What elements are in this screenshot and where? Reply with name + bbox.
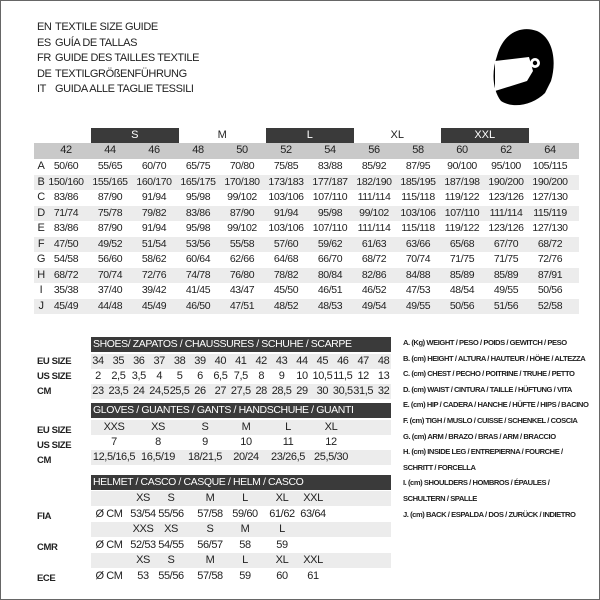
table-cell: 31,5 xyxy=(353,385,374,397)
table-cell: 170/180 xyxy=(224,175,260,188)
table-cell: 76/80 xyxy=(229,268,255,281)
table-cell: 10 xyxy=(240,436,252,448)
table-cell: 68/72 xyxy=(53,268,79,281)
legend-item: E. (cm) HIP / CADERA / HANCHE / HÜFTE / HIPS / BACINO xyxy=(403,400,589,410)
shoes-title: SHOES/ ZAPATOS / CHAUSSURES / SCHUHE / SCARPE xyxy=(91,337,391,352)
table-cell: 91/94 xyxy=(273,206,299,219)
table-cell: 61/62 xyxy=(269,508,295,520)
table-cell: 64/68 xyxy=(273,253,299,265)
table-cell: M xyxy=(241,421,251,433)
table-cell: 23/26,5 xyxy=(271,451,305,463)
table-cell: 71/75 xyxy=(493,253,519,265)
table-cell: 70/74 xyxy=(405,253,431,265)
table-cell: 56/60 xyxy=(97,253,123,265)
table-cell: 90/100 xyxy=(447,160,477,172)
table-cell: 115/118 xyxy=(401,191,435,203)
table-cell: 45/50 xyxy=(273,284,299,296)
table-cell: 53/56 xyxy=(185,237,211,250)
table-cell: 82/86 xyxy=(361,268,387,281)
table-cell: 83/86 xyxy=(53,191,79,203)
table-cell: 49/55 xyxy=(493,284,519,296)
table-cell: 91/94 xyxy=(141,191,167,203)
table-cell: 51/56 xyxy=(493,299,519,312)
table-cell: 8 xyxy=(258,370,265,382)
table-cell: 43/47 xyxy=(229,284,255,296)
table-cell: 59 xyxy=(276,539,288,551)
table-cell: 47 xyxy=(357,355,369,367)
table-cell: 55/58 xyxy=(229,237,255,250)
table-cell: 46/52 xyxy=(361,284,387,296)
table-cell: 111/114 xyxy=(489,206,523,219)
table-cell: 75/85 xyxy=(273,160,299,172)
row-key: A xyxy=(37,160,45,172)
helmet-icon xyxy=(489,21,559,111)
size-label: XS xyxy=(136,554,150,566)
table-cell: 47/53 xyxy=(405,284,431,296)
table-cell: 12,5/16,5 xyxy=(92,451,136,463)
size-label: XL xyxy=(275,554,289,566)
table-cell: 9 xyxy=(202,436,208,448)
table-cell: 119/122 xyxy=(444,222,480,234)
table-cell: 6 xyxy=(197,370,203,382)
size-label: S xyxy=(206,523,214,535)
table-cell: 190/200 xyxy=(532,175,568,188)
legend-item: H. (cm) INSIDE LEG / ENTREPIERNA / FOURCHE / xyxy=(403,447,563,457)
table-cell: 54/58 xyxy=(53,253,79,265)
size-label: M xyxy=(240,523,250,535)
table-cell: 46/51 xyxy=(317,284,343,296)
column-header: 60 xyxy=(456,144,468,156)
row-key: G xyxy=(36,253,46,265)
size-band-xxl: XXL xyxy=(441,128,529,143)
table-cell: 12 xyxy=(357,370,369,382)
table-cell: 70/80 xyxy=(229,160,255,172)
table-cell: 24 xyxy=(133,385,145,397)
table-cell: 68/72 xyxy=(537,237,563,250)
row-key: D xyxy=(37,206,45,219)
table-cell: 40 xyxy=(214,355,227,367)
table-cell: 55/65 xyxy=(97,160,123,172)
standard-label: ECE xyxy=(37,573,56,584)
title-line xyxy=(37,36,199,52)
unit-label: Ø CM xyxy=(95,508,123,520)
table-cell: 173/183 xyxy=(268,175,304,188)
table-cell: 57/60 xyxy=(273,237,299,250)
table-cell: L xyxy=(285,421,291,433)
table-cell: XXS xyxy=(103,421,125,433)
row-label: EU SIZE xyxy=(37,356,72,367)
language-code: EN xyxy=(37,21,52,33)
table-cell: 51/54 xyxy=(141,237,167,250)
gloves-title: GLOVES / GUANTES / GANTS / HANDSCHUHE / GUANTI xyxy=(91,403,391,418)
language-code: FR xyxy=(37,52,51,64)
table-cell: 49/55 xyxy=(405,299,431,312)
table-cell: 63/64 xyxy=(300,508,326,520)
table-cell: 11 xyxy=(282,436,294,448)
table-cell: 61 xyxy=(307,570,319,582)
table-cell: 99/102 xyxy=(359,206,389,219)
row-key: F xyxy=(37,237,45,250)
table-cell: 79/82 xyxy=(141,206,167,219)
table-cell: 25,5/30 xyxy=(314,451,348,463)
table-cell: 71/74 xyxy=(53,206,79,219)
table-cell: 29 xyxy=(296,385,308,397)
table-cell: 59/60 xyxy=(232,508,258,520)
table-cell: 111/114 xyxy=(357,191,391,203)
table-cell: 119/122 xyxy=(444,191,480,203)
table-cell: 27 xyxy=(214,385,227,397)
title-text: GUIDE DES TAILLES TEXTILE xyxy=(55,52,200,64)
size-label: L xyxy=(242,554,248,566)
table-cell: 107/110 xyxy=(312,222,348,234)
table-cell: 30,5 xyxy=(332,385,353,397)
table-cell: 48/54 xyxy=(449,284,475,296)
column-header: 50 xyxy=(236,144,248,156)
table-cell: 9 xyxy=(278,370,285,382)
language-code: IT xyxy=(37,83,46,95)
table-cell: 30 xyxy=(316,385,329,397)
helmet-title: HELMET / CASCO / CASQUE / HELM / CASCO xyxy=(91,475,391,490)
size-label: L xyxy=(242,492,248,504)
table-cell: 70/74 xyxy=(97,268,123,281)
table-cell: 187/198 xyxy=(444,175,480,188)
table-cell: 72/76 xyxy=(141,268,167,281)
table-cell: 35 xyxy=(112,355,125,367)
table-cell: 28,5 xyxy=(271,385,292,397)
size-label: XXL xyxy=(303,492,323,504)
table-cell: 177/187 xyxy=(312,175,348,188)
table-cell: 150/160 xyxy=(48,175,84,188)
size-label: XXS xyxy=(132,523,154,535)
table-cell: 83/86 xyxy=(185,206,211,219)
table-cell: 23 xyxy=(92,385,104,397)
row-key: E xyxy=(37,222,45,234)
table-cell: 24,5 xyxy=(149,385,170,397)
column-header: 56 xyxy=(368,144,380,156)
table-cell: 53/54 xyxy=(130,508,156,520)
table-cell: 57/58 xyxy=(197,570,223,582)
column-header: 44 xyxy=(104,144,116,156)
title-text: GUIDA ALLE TAGLIE TESSILI xyxy=(55,83,194,95)
table-cell: 155/165 xyxy=(92,175,128,188)
table-cell: 50/60 xyxy=(53,160,79,172)
table-cell: 37 xyxy=(153,355,165,367)
table-cell: 50/56 xyxy=(449,299,475,312)
table-cell: 2,5 xyxy=(111,370,126,382)
table-cell: 6,5 xyxy=(213,370,228,382)
size-band-s: S xyxy=(91,128,179,143)
size-label: M xyxy=(205,492,215,504)
table-cell: 44/48 xyxy=(97,299,123,312)
table-cell: 182/190 xyxy=(356,175,392,188)
column-header: 46 xyxy=(148,144,160,156)
column-header: 64 xyxy=(544,144,556,156)
size-label: XXL xyxy=(303,554,323,566)
table-cell: 52/53 xyxy=(130,539,156,551)
table-cell: 4 xyxy=(156,370,163,382)
table-cell: 190/200 xyxy=(488,175,524,188)
table-cell: 44 xyxy=(296,355,308,367)
table-cell: 25,5 xyxy=(169,385,190,397)
table-cell: 7 xyxy=(111,436,117,448)
table-cell: 2 xyxy=(95,370,101,382)
title-text: TEXTILE SIZE GUIDE xyxy=(55,21,158,33)
table-cell: 84/88 xyxy=(405,268,431,281)
size-band-m: M xyxy=(217,129,227,141)
table-cell: 28 xyxy=(255,385,267,397)
legend-item: SCHULTERN / SPALLE xyxy=(403,493,477,503)
table-cell: 45/49 xyxy=(53,299,79,312)
table-cell: 123/126 xyxy=(488,191,524,203)
table-cell: 95/98 xyxy=(185,191,211,203)
table-cell: 83/86 xyxy=(53,222,79,234)
table-cell: 83/88 xyxy=(317,160,343,172)
table-cell: 18/21,5 xyxy=(188,451,222,463)
table-cell: 87/90 xyxy=(97,222,123,234)
legend-item: A. (Kg) WEIGHT / PESO / POIDS / GEWITCH / PESO xyxy=(403,338,567,347)
table-cell: 115/118 xyxy=(401,222,435,234)
table-cell: 87/91 xyxy=(537,268,563,281)
table-cell: 59/62 xyxy=(317,237,343,250)
row-label: EU SIZE xyxy=(37,425,72,436)
table-cell: 53 xyxy=(137,570,149,582)
table-cell: 62/66 xyxy=(229,253,255,265)
table-cell: 123/126 xyxy=(488,222,524,234)
table-cell: 54/55 xyxy=(158,539,184,551)
table-cell: 39 xyxy=(194,355,206,367)
legend-item: D. (cm) WAIST / CINTURA / TAILLE / HÜFTUNG / VITA xyxy=(403,384,572,394)
table-cell: 56/57 xyxy=(197,539,223,551)
table-cell: 99/102 xyxy=(227,191,257,203)
table-cell: 91/94 xyxy=(141,222,167,234)
table-cell: 57/58 xyxy=(197,508,223,520)
table-cell: 103/106 xyxy=(268,222,304,234)
column-header: 54 xyxy=(324,144,336,156)
row-key: J xyxy=(38,299,44,312)
table-cell: 26 xyxy=(194,385,206,397)
table-cell: 61/63 xyxy=(361,237,387,250)
language-code: ES xyxy=(37,36,51,49)
row-key: I xyxy=(39,284,43,296)
table-cell: 35/38 xyxy=(53,284,79,296)
table-cell: 66/70 xyxy=(317,253,343,265)
table-cell: 12 xyxy=(325,436,337,448)
row-label: US SIZE xyxy=(37,440,72,451)
row-label: CM xyxy=(37,455,51,466)
legend-item: B. (cm) HEIGHT / ALTURA / HAUTEUR / HÖHE / ALTEZZA xyxy=(403,353,586,363)
size-label: L xyxy=(279,523,285,535)
column-header: 42 xyxy=(60,144,72,156)
unit-label: Ø CM xyxy=(95,570,123,582)
measurement-legend xyxy=(403,335,588,522)
table-cell: 59 xyxy=(239,570,251,582)
title-line xyxy=(37,82,199,98)
table-cell: 7,5 xyxy=(233,370,248,382)
table-cell: 87/90 xyxy=(97,191,123,203)
table-cell: 16,5/19 xyxy=(141,451,175,463)
table-cell: 99/102 xyxy=(227,222,257,234)
table-cell: 85/89 xyxy=(493,268,519,281)
table-cell: 49/52 xyxy=(97,237,123,250)
table-cell: 85/92 xyxy=(361,160,387,172)
table-cell: 85/89 xyxy=(449,268,475,281)
table-cell: 34 xyxy=(92,355,104,367)
table-cell: 45 xyxy=(316,355,329,367)
row-key: B xyxy=(37,175,45,188)
table-cell: 87/95 xyxy=(405,160,431,172)
table-cell: XS xyxy=(151,421,165,433)
table-cell: 41/45 xyxy=(185,284,211,296)
table-cell: 46 xyxy=(337,355,349,367)
title-text: GUÍA DE TALLAS xyxy=(55,36,138,49)
legend-item: F. (cm) TIGH / MUSLO / CUISSE / SCHENKEL / COSCIA xyxy=(403,415,578,425)
table-cell: 107/110 xyxy=(444,206,480,219)
size-label: XS xyxy=(164,523,178,535)
guide-title xyxy=(37,20,199,98)
table-cell: 103/106 xyxy=(400,206,436,219)
size-label: M xyxy=(205,554,215,566)
table-cell: 75/78 xyxy=(97,206,123,219)
table-cell: 63/66 xyxy=(405,237,431,250)
table-cell: 11,5 xyxy=(333,370,353,382)
table-cell: 68/72 xyxy=(361,253,387,265)
table-cell: 23,5 xyxy=(108,385,129,397)
table-cell: 74/78 xyxy=(185,268,211,281)
table-cell: 185/195 xyxy=(400,175,436,188)
column-header: 58 xyxy=(412,144,424,156)
title-line xyxy=(37,20,199,36)
table-cell: 111/114 xyxy=(357,222,391,234)
table-cell: 160/170 xyxy=(136,175,172,188)
table-cell: 115/119 xyxy=(533,206,567,219)
legend-item: J. (cm) BACK / ESPALDA / DOS / ZURÜCK / INDIETRO xyxy=(403,509,576,519)
row-key: C xyxy=(37,191,45,203)
table-cell: 87/90 xyxy=(229,206,255,219)
table-cell: 48/52 xyxy=(273,299,299,312)
table-cell: S xyxy=(201,421,209,433)
table-cell: 39/42 xyxy=(141,284,167,296)
size-label: S xyxy=(167,492,175,504)
table-cell: 127/130 xyxy=(532,191,568,203)
table-cell: 49/54 xyxy=(361,299,387,312)
size-label: XS xyxy=(136,492,150,504)
size-label: S xyxy=(167,554,175,566)
table-cell: 45/49 xyxy=(141,299,167,312)
table-cell: 80/84 xyxy=(317,268,343,281)
column-header: 48 xyxy=(192,144,204,156)
table-cell: 13 xyxy=(377,370,390,382)
row-label: CM xyxy=(37,386,51,397)
title-line xyxy=(37,51,199,67)
unit-label: Ø CM xyxy=(95,539,123,551)
title-line xyxy=(37,67,199,83)
table-cell: 105/115 xyxy=(532,160,568,172)
table-cell: 5 xyxy=(176,370,183,382)
table-cell: 67/70 xyxy=(493,237,519,250)
row-key: H xyxy=(37,268,45,281)
table-cell: 60/64 xyxy=(185,253,211,265)
table-cell: 41 xyxy=(235,355,247,367)
table-cell: 20/24 xyxy=(233,451,259,463)
table-cell: 48/53 xyxy=(317,299,343,312)
table-cell: 47/51 xyxy=(229,299,255,312)
table-cell: 95/98 xyxy=(317,206,343,219)
language-code: DE xyxy=(37,67,52,80)
table-cell: 95/98 xyxy=(185,222,211,234)
table-cell: 107/110 xyxy=(312,191,348,203)
table-cell: 46/50 xyxy=(185,299,211,312)
title-text: TEXTILGRÖßENFÜHRUNG xyxy=(55,67,187,80)
table-cell: 47/50 xyxy=(53,237,79,250)
table-cell: 8 xyxy=(155,436,161,448)
table-cell: 72/76 xyxy=(537,253,563,265)
table-cell: 27,5 xyxy=(230,385,251,397)
table-cell: XL xyxy=(324,421,338,433)
table-cell: 37/40 xyxy=(97,284,123,296)
table-cell: 58 xyxy=(239,539,251,551)
table-cell: 55/56 xyxy=(158,570,184,582)
table-cell: 58/62 xyxy=(141,253,167,265)
table-cell: 52/58 xyxy=(537,299,563,312)
table-cell: 3,5 xyxy=(131,370,146,382)
table-cell: 10 xyxy=(296,370,308,382)
table-cell: 95/100 xyxy=(491,160,521,172)
table-cell: 127/130 xyxy=(532,222,568,234)
table-cell: 32 xyxy=(377,385,390,397)
table-cell: 65/68 xyxy=(449,237,475,250)
table-cell: 50/56 xyxy=(537,284,563,296)
table-cell: 38 xyxy=(173,355,186,367)
table-cell: 48 xyxy=(377,355,390,367)
table-cell: 55/56 xyxy=(158,508,184,520)
table-cell: 10,5 xyxy=(312,370,333,382)
legend-item: I. (cm) SHOULDERS / HOMBROS / ÉPAULES / xyxy=(403,478,550,488)
table-cell: 78/82 xyxy=(273,268,299,281)
legend-item: SCHRITT / FORCELLA xyxy=(403,462,476,472)
table-cell: 103/106 xyxy=(268,191,304,203)
column-header: 52 xyxy=(280,144,292,156)
table-cell: 165/175 xyxy=(180,175,216,188)
table-cell: 43 xyxy=(275,355,288,367)
table-cell: 60/70 xyxy=(141,160,167,172)
column-header: 62 xyxy=(500,144,512,156)
legend-item: C. (cm) CHEST / PECHO / POITRINE / TRUHE / PETTO xyxy=(403,369,575,379)
row-label: US SIZE xyxy=(37,371,72,382)
standard-label: FIA xyxy=(37,511,52,522)
table-cell: 42 xyxy=(255,355,267,367)
standard-label: CMR xyxy=(37,542,58,553)
legend-item: G. (cm) ARM / BRAZO / BRAS / ARM / BRACCIO xyxy=(403,431,556,441)
table-cell: 65/75 xyxy=(185,160,211,172)
table-cell: 71/75 xyxy=(449,253,475,265)
table-cell: 60 xyxy=(276,570,288,582)
size-label: XL xyxy=(275,492,289,504)
size-band-xl: XL xyxy=(390,129,404,141)
size-band-l: L xyxy=(266,128,354,143)
table-cell: 36 xyxy=(133,355,145,367)
